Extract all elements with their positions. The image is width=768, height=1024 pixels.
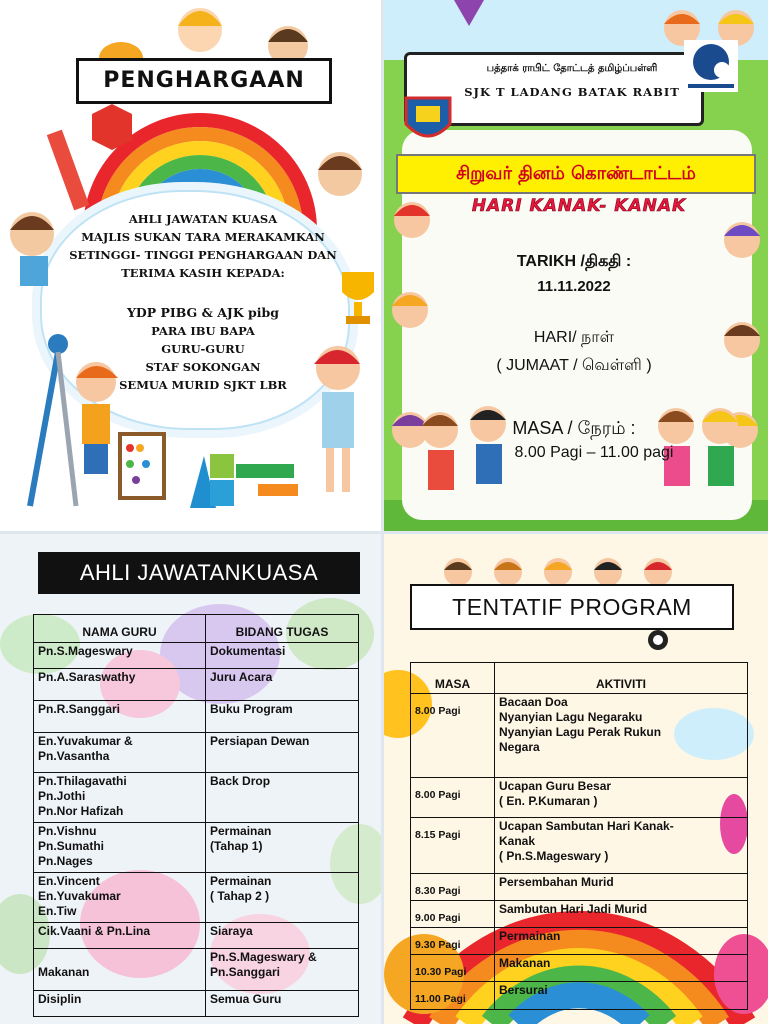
activity-cell — [495, 928, 748, 955]
time-cell: 11.00 Pagi — [411, 982, 495, 1010]
teacher-name: Pn.A.Saraswathy — [38, 670, 136, 684]
teacher-name: En.Yuvakumar & — [38, 734, 133, 748]
teacher-name-cell — [34, 823, 206, 873]
teacher-name: En.Yuvakumar — [38, 889, 121, 903]
table-row — [411, 928, 748, 955]
activity-text: Persembahan Murid — [499, 875, 614, 889]
appreciation-list — [58, 304, 348, 394]
date-label: TARIKH /திகதி : — [516, 253, 632, 270]
teacher-name: Pn.Vasantha — [38, 749, 110, 763]
teacher-name — [38, 950, 201, 965]
duty-text: Persiapan Dewan — [210, 734, 310, 748]
appreciation-panel — [0, 0, 381, 531]
activity-text: Sambutan Hari Jadi Murid — [499, 902, 648, 916]
intro-line: MAJLIS SUKAN TARA MERAKAMKAN — [81, 230, 325, 244]
activity-text: Nyanyian Lagu Perak Rukun — [499, 725, 662, 739]
table-row — [411, 901, 748, 928]
time-cell: 8.00 Pagi — [411, 778, 495, 818]
duty-text: Permainan — [210, 874, 272, 888]
time-cell: 8.00 Pagi — [411, 694, 495, 778]
school-name-tamil: பத்தாக் ராபிட் தோட்டத் தமிழ்ப்பள்ளி — [486, 63, 658, 74]
abacus-icon — [116, 430, 168, 504]
intro-line: AHLI JAWATAN KUASA — [128, 212, 278, 226]
activity-text: Negara — [499, 740, 540, 754]
program-table — [410, 662, 748, 1010]
duty-cell — [206, 923, 359, 949]
thanks-line: GURU-GURU — [161, 342, 245, 356]
teacher-name-cell — [34, 643, 206, 669]
duty-cell — [206, 643, 359, 669]
teacher-name-cell — [34, 669, 206, 701]
program-panel — [384, 534, 768, 1024]
day-label: HARI/ நாள் — [533, 329, 615, 346]
activity-text: Permainan — [499, 929, 561, 943]
activity-text: Kanak — [499, 834, 536, 848]
teacher-name: Pn.Vishnu — [38, 824, 97, 838]
teacher-name: Makanan — [38, 965, 90, 979]
duty-cell — [206, 773, 359, 823]
table-row — [34, 701, 359, 733]
intro-line: TERIMA KASIH KEPADA: — [121, 266, 285, 280]
time-cell: 10.30 Pagi — [411, 955, 495, 982]
activity-text: Nyanyian Lagu Negaraku — [499, 710, 643, 724]
activity-cell — [495, 778, 748, 818]
time-cell: 8.30 Pagi — [411, 874, 495, 901]
teacher-name: Pn.Thilagavathi — [38, 774, 127, 788]
duty-text: Semua Guru — [210, 992, 282, 1006]
child-face-icon — [170, 0, 230, 60]
child-face-icon — [310, 140, 370, 220]
duty-text: Buku Program — [210, 702, 293, 716]
child-figure-icon — [0, 200, 60, 290]
teacher-name-cell — [34, 701, 206, 733]
celebration-banner: சிறுவர் தினம் கொண்டாட்டம் — [396, 154, 756, 194]
teacher-name: Cik.Vaani & Pn.Lina — [38, 924, 151, 938]
column-header: MASA — [411, 663, 495, 694]
table-row — [411, 982, 748, 1010]
shapes-icon — [170, 448, 300, 512]
table-row — [34, 733, 359, 773]
anniversary-logo-icon — [684, 40, 738, 92]
time-cell: 9.30 Pagi — [411, 928, 495, 955]
table-row — [411, 818, 748, 874]
teacher-name: Pn.S.Mageswary — [38, 644, 133, 658]
committee-title: AHLI JAWATANKUASA — [38, 552, 360, 594]
column-header: NAMA GURU — [34, 615, 206, 643]
date-value: 11.11.2022 — [537, 278, 611, 295]
table-row — [34, 669, 359, 701]
teacher-name-cell — [34, 923, 206, 949]
table-row — [411, 874, 748, 901]
duty-text: Pn.S.Mageswary & — [210, 950, 317, 964]
teacher-name: Pn.R.Sanggari — [38, 702, 121, 716]
duty-text: Siaraya — [210, 924, 253, 938]
activity-text: Makanan — [499, 956, 551, 970]
appreciation-intro — [58, 210, 348, 282]
time-value: 8.00 Pagi – 11.00 pagi — [514, 444, 674, 461]
event-info-panel — [384, 0, 768, 531]
day-value: ( JUMAAT / வெள்ளி ) — [496, 357, 652, 374]
activity-cell — [495, 901, 748, 928]
table-row — [411, 694, 748, 778]
teacher-name-cell — [34, 773, 206, 823]
duty-text: ( Tahap 2 ) — [210, 889, 270, 903]
thanks-line: STAF SOKONGAN — [145, 360, 261, 374]
committee-table — [33, 614, 359, 1017]
duty-cell — [206, 669, 359, 701]
teacher-name: En.Vincent — [38, 874, 100, 888]
duty-text: Back Drop — [210, 774, 271, 788]
teacher-name: En.Tiw — [38, 904, 77, 918]
duty-cell — [206, 949, 359, 991]
teacher-name: Pn.Nor Hafizah — [38, 804, 124, 818]
table-row — [34, 773, 359, 823]
table-row — [34, 873, 359, 923]
duty-text: Juru Acara — [210, 670, 273, 684]
table-row — [34, 823, 359, 873]
table-row — [34, 991, 359, 1017]
table-row — [411, 955, 748, 982]
teacher-name-cell — [34, 733, 206, 773]
duty-cell — [206, 823, 359, 873]
activity-text: Ucapan Sambutan Hari Kanak- — [499, 819, 674, 833]
thanks-line: YDP PIBG & AJK pibg — [126, 305, 280, 320]
table-row — [34, 643, 359, 669]
duty-cell — [206, 733, 359, 773]
thanks-line: PARA IBU BAPA — [151, 324, 255, 338]
column-header: AKTIVITI — [495, 663, 748, 694]
teacher-name-cell — [34, 991, 206, 1017]
school-name: SJK T LADANG BATAK RABIT — [464, 85, 680, 99]
committee-panel — [0, 534, 381, 1024]
activity-text: ( Pn.S.Mageswary ) — [499, 849, 609, 863]
teacher-name: Pn.Jothi — [38, 789, 86, 803]
duty-text: (Tahap 1) — [210, 839, 263, 853]
activity-cell — [495, 982, 748, 1010]
duty-text: Dokumentasi — [210, 644, 286, 658]
teacher-name-cell — [34, 873, 206, 923]
teacher-name: Pn.Nages — [38, 854, 93, 868]
teacher-name-cell — [34, 949, 206, 991]
duty-cell — [206, 991, 359, 1017]
activity-cell — [495, 694, 748, 778]
duty-text: Pn.Sanggari — [210, 965, 281, 979]
activity-text: Ucapan Guru Besar — [499, 779, 612, 793]
duty-cell — [206, 873, 359, 923]
time-cell: 9.00 Pagi — [411, 901, 495, 928]
school-crest-icon — [402, 94, 454, 148]
activity-text: Bersurai — [499, 983, 548, 997]
cube-icon — [84, 96, 140, 156]
teacher-name: Disiplin — [38, 992, 82, 1006]
table-header-row — [34, 615, 359, 643]
table-row — [34, 949, 359, 991]
activity-cell — [495, 874, 748, 901]
teacher-name: Pn.Sumathi — [38, 839, 105, 853]
intro-line: SETINGGI- TINGGI PENGHARGAAN DAN — [69, 248, 337, 262]
table-row — [34, 923, 359, 949]
program-title: TENTATIF PROGRAM — [410, 584, 734, 630]
duty-text: Permainan — [210, 824, 272, 838]
table-header-row — [411, 663, 748, 694]
kite-icon — [444, 0, 494, 30]
table-row — [411, 778, 748, 818]
column-header: BIDANG TUGAS — [206, 615, 359, 643]
thanks-line: SEMUA MURID SJKT LBR — [119, 378, 287, 392]
appreciation-title: PENGHARGAAN — [76, 58, 332, 104]
activity-cell — [495, 955, 748, 982]
childrens-day-title: HARI KANAK- KANAK — [471, 196, 687, 216]
activity-cell — [495, 818, 748, 874]
activity-text: ( En. P.Kumaran ) — [499, 794, 598, 808]
duty-cell — [206, 701, 359, 733]
activity-text: Bacaan Doa — [499, 695, 568, 709]
time-label: MASA / நேரம் : — [512, 418, 636, 438]
time-cell: 8.15 Pagi — [411, 818, 495, 874]
